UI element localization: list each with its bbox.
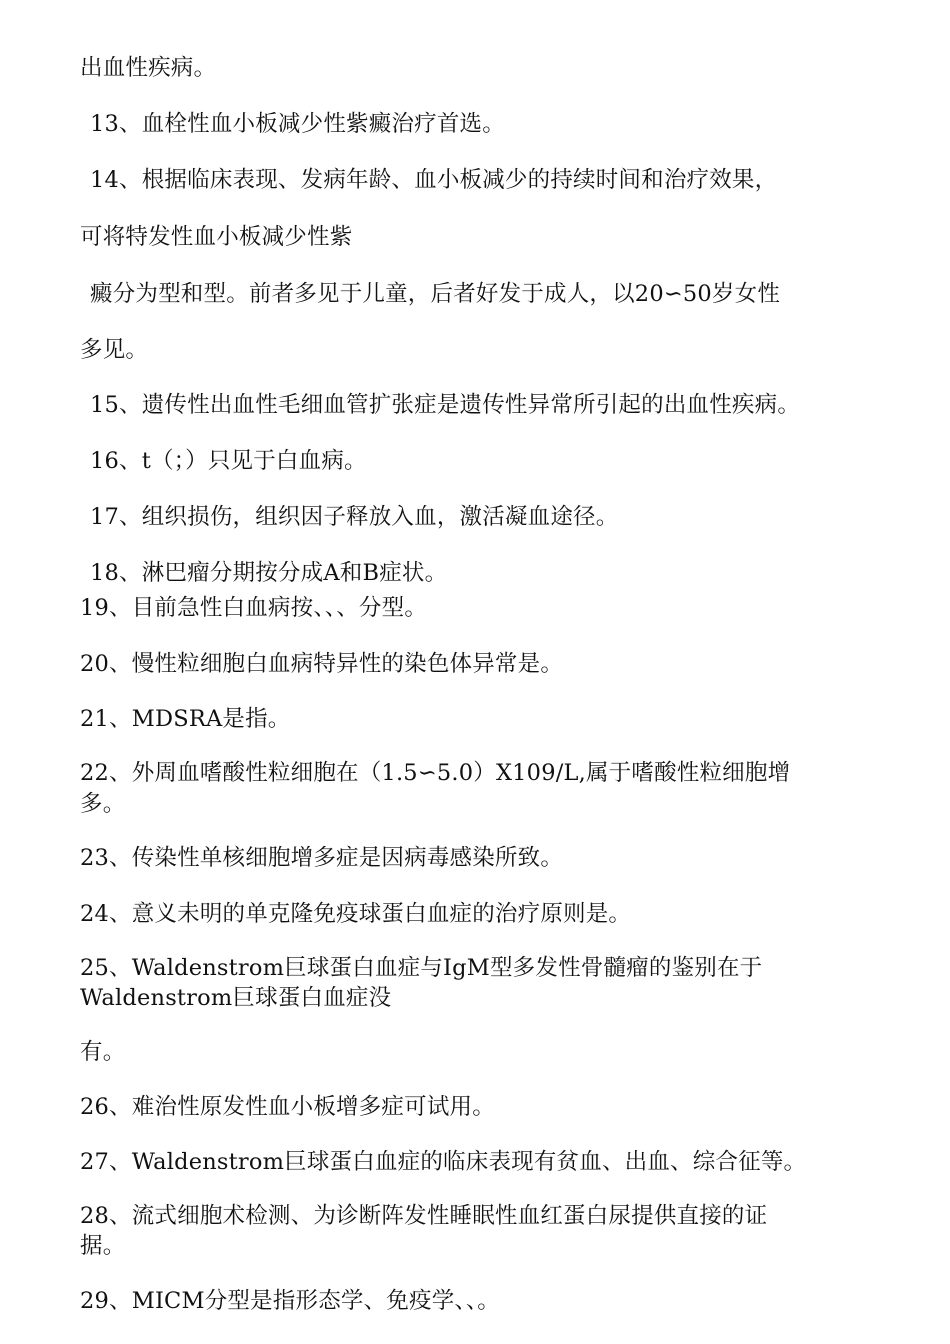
question-23: 23、传染性单核细胞增多症是因病毒感染所致。 xyxy=(80,845,564,871)
question-16: 16、t（；）只见于白血病。 xyxy=(90,448,367,474)
question-18: 18、淋巴瘤分期按分成A和B症状。 xyxy=(90,560,448,586)
question-26: 26、难治性原发性血小板增多症可试用。 xyxy=(80,1094,495,1120)
question-25: 25、Waldenstrom巨球蛋白血症与IgM型多发性骨髓瘤的鉴别在于 xyxy=(80,955,763,981)
question-24: 24、意义未明的单克隆免疫球蛋白血症的治疗原则是。 xyxy=(80,901,632,927)
question-25-continued: 有。 xyxy=(80,1039,126,1065)
question-14-continued: 多见。 xyxy=(80,337,149,363)
question-28-continued: 据。 xyxy=(80,1233,126,1259)
question-14-continued: 可将特发性血小板减少性紫 xyxy=(80,224,353,250)
question-14-continued: 癜分为型和型。前者多见于儿童，后者好发于成人，以20∽50岁女性 xyxy=(90,281,781,307)
question-13: 13、血栓性血小板减少性紫癜治疗首选。 xyxy=(90,111,505,137)
question-14: 14、根据临床表现、发病年龄、血小板减少的持续时间和治疗效果， xyxy=(90,167,778,193)
text-line: 出血性疾病。 xyxy=(80,55,217,81)
question-25-continued: Waldenstrom巨球蛋白血症没 xyxy=(80,985,392,1011)
question-22-continued: 多。 xyxy=(80,791,126,817)
question-22: 22、外周血嗜酸性粒细胞在（1.5∽5.0）X109/L,属于嗜酸性粒细胞增 xyxy=(80,760,791,786)
question-27: 27、Waldenstrom巨球蛋白血症的临床表现有贫血、出血、综合征等。 xyxy=(80,1149,807,1175)
question-17: 17、组织损伤，组织因子释放入血，激活凝血途径。 xyxy=(90,504,619,530)
question-28: 28、流式细胞术检测、为诊断阵发性睡眠性血红蛋白尿提供直接的证 xyxy=(80,1203,768,1229)
question-29: 29、MICM分型是指形态学、免疫学、、。 xyxy=(80,1288,501,1314)
question-21: 21、MDSRA是指。 xyxy=(80,706,291,732)
question-19: 19、目前急性白血病按、、、分型。 xyxy=(80,595,428,621)
question-15: 15、遗传性出血性毛细血管扩张症是遗传性异常所引起的出血性疾病。 xyxy=(90,392,801,418)
question-20: 20、慢性粒细胞白血病特异性的染色体异常是。 xyxy=(80,651,564,677)
